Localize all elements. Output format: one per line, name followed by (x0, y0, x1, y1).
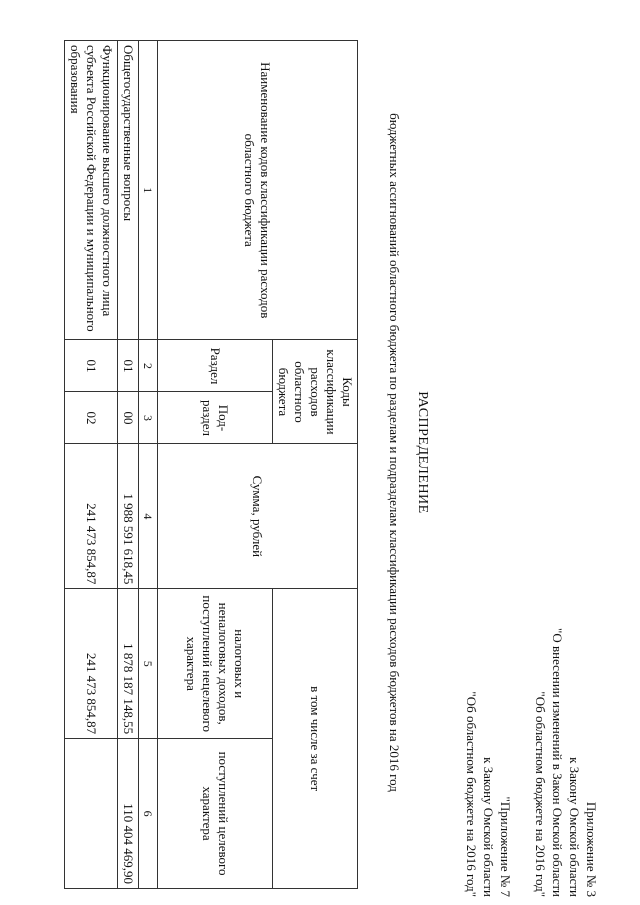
column-numbers-row (139, 41, 158, 889)
annex-7-line-2: к Закону Омской области (481, 757, 496, 897)
row-name: Функционирование высшего должностного лица субъекта Российской Федерации и муниципального образования (65, 41, 118, 340)
row-targeted: 110 404 469,90 (118, 739, 139, 889)
budget-table (64, 40, 358, 889)
table-header-row-1 (273, 41, 358, 889)
table-row (65, 41, 118, 889)
column-number: 2 (139, 340, 158, 392)
annex-7-header (463, 691, 514, 897)
header-codes: Коды классификации расходов областного бюджета (273, 340, 358, 444)
row-sum: 241 473 854,87 (65, 444, 118, 589)
annex-3-line-3: "О внесении изменений в Закон Омской области (550, 628, 565, 897)
row-section: 01 (65, 340, 118, 392)
row-targeted (65, 739, 118, 889)
column-number: 5 (139, 589, 158, 739)
header-name: Наименование кодов классификации расходов областного бюджета (158, 41, 358, 340)
document-subtitle: бюджетных ассигнований областного бюджета по разделам и подразделам классификации расходов бюджетов на 2016 год (387, 113, 402, 792)
header-targeted: поступлений целевого характера (158, 739, 273, 889)
annex-3-line-2: к Закону Омской области (567, 757, 582, 897)
row-section: 01 (118, 340, 139, 392)
header-sum: Сумма, рублей (158, 444, 358, 589)
row-name: Общегосударственные вопросы (118, 41, 139, 340)
row-non-targeted: 241 473 854,87 (65, 589, 118, 739)
document-title: РАСПРЕДЕЛЕНИЕ (415, 391, 430, 514)
row-non-targeted: 1 878 187 148,55 (118, 589, 139, 739)
annex-3-header (532, 628, 600, 897)
header-section: Раздел (158, 340, 273, 392)
annex-3-line-1: Приложение № 3 (584, 801, 599, 897)
header-including: в том числе за счет (273, 589, 358, 889)
row-sum: 1 988 591 618,45 (118, 444, 139, 589)
column-number: 4 (139, 444, 158, 589)
column-number: 3 (139, 392, 158, 444)
column-number: 6 (139, 739, 158, 889)
column-number: 1 (139, 41, 158, 340)
annex-3-line-4: "Об областном бюджете на 2016 год" (533, 691, 548, 897)
header-subsection: Под-раздел (158, 392, 273, 444)
table-row (118, 41, 139, 889)
header-non-targeted: налоговых и неналоговых доходов, поступлений нецелевого характера (158, 589, 273, 739)
annex-7-line-3: "Об областном бюджете на 2016 год" (464, 691, 479, 897)
annex-7-line-1: "Приложение № 7 (498, 796, 513, 897)
row-subsection: 00 (118, 392, 139, 444)
row-subsection: 02 (65, 392, 118, 444)
